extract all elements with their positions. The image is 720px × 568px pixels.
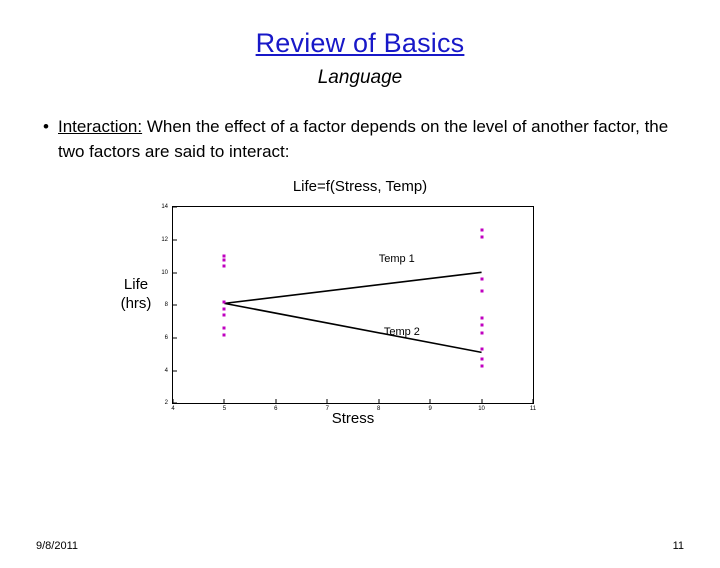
chart-data-point	[480, 289, 483, 292]
chart-data-point	[223, 307, 226, 310]
chart-x-tick-label: 10	[478, 406, 485, 413]
chart-y-tick-label: 8	[164, 302, 168, 309]
chart-series-line	[224, 273, 481, 304]
chart-x-tick-mark	[481, 399, 482, 403]
chart-x-tick-mark	[224, 399, 225, 403]
chart-y-tick-label: 2	[164, 400, 168, 407]
bullet-term: Interaction:	[58, 117, 143, 136]
chart-x-tick-mark	[173, 399, 174, 403]
chart-data-point	[480, 364, 483, 367]
chart-svg	[173, 207, 533, 403]
chart-x-tick-mark	[533, 399, 534, 403]
chart-x-tick-label: 7	[325, 406, 329, 413]
chart-data-point	[480, 348, 483, 351]
page-subtitle: Language	[317, 67, 403, 88]
chart-y-tick-mark	[173, 239, 177, 240]
chart-x-tick-mark	[327, 399, 328, 403]
chart-container	[0, 178, 720, 448]
bullet-marker: •	[43, 117, 49, 136]
chart-data-point	[480, 235, 483, 238]
chart-x-axis-label: Stress	[331, 410, 375, 428]
bullet-text	[58, 115, 686, 164]
chart-x-tick-label: 4	[171, 406, 175, 413]
chart-y-tick-label: 10	[161, 269, 168, 276]
chart-data-point	[480, 229, 483, 232]
chart-y-tick-label: 6	[164, 334, 168, 341]
bullet-item	[34, 115, 686, 164]
chart-y-tick-mark	[173, 370, 177, 371]
chart-data-point	[480, 332, 483, 335]
footer-page-number: 11	[672, 540, 684, 552]
chart-x-tick-mark	[378, 399, 379, 403]
chart-data-point	[223, 265, 226, 268]
chart-x-tick-label: 11	[529, 406, 537, 413]
chart-y-tick-mark	[173, 305, 177, 306]
chart-data-point	[480, 317, 483, 320]
chart-series-label: Temp 2	[383, 326, 420, 339]
chart-data-point	[223, 258, 226, 261]
chart-x-tick-label: 5	[222, 406, 227, 413]
chart-y-tick-label: 12	[161, 236, 168, 243]
footer-date: 9/8/2011	[36, 540, 79, 552]
chart-y-tick-mark	[173, 272, 177, 273]
chart-y-axis-label-line1: Life	[123, 276, 149, 294]
chart-data-point	[480, 278, 483, 281]
chart-data-point	[223, 314, 226, 317]
chart-data-point	[480, 358, 483, 361]
chart-y-tick-mark	[173, 207, 177, 208]
chart-x-tick-label: 6	[274, 406, 278, 413]
chart-series-line	[224, 304, 481, 353]
chart-data-point	[223, 327, 226, 330]
chart-y-axis-label-line2: (hrs)	[120, 295, 152, 313]
chart-x-tick-mark	[430, 399, 431, 403]
chart-series-label: Temp 1	[378, 252, 415, 265]
chart-x-tick-label: 8	[377, 406, 381, 413]
chart-y-tick-label: 14	[161, 204, 168, 211]
chart-x-tick-label: 9	[428, 406, 432, 413]
chart-data-point	[223, 333, 226, 336]
chart-data-point	[480, 323, 483, 326]
chart-data-point	[223, 301, 226, 304]
bullet-body: When the effect of a factor depends on the level of another factor, the two factors are said to interact:	[58, 117, 669, 161]
chart-y-axis-label	[104, 276, 168, 314]
chart-y-tick-label: 4	[164, 367, 168, 374]
chart-plot-area	[161, 204, 537, 413]
chart-y-tick-mark	[173, 337, 177, 338]
page-title: Review of Basics	[255, 28, 465, 58]
chart-x-tick-mark	[275, 399, 276, 403]
chart-title: Life=f(Stress, Temp)	[292, 178, 428, 196]
